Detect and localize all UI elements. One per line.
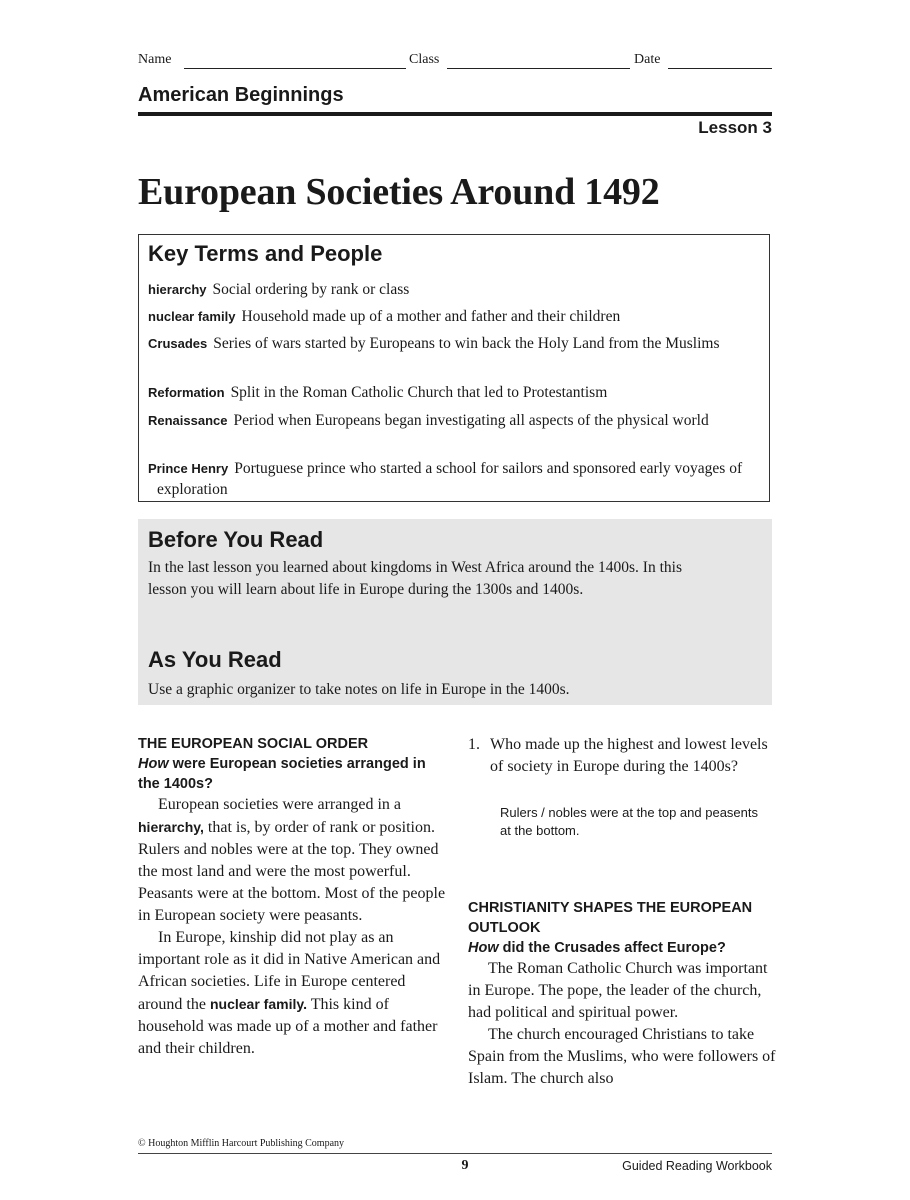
- key-term-definition: Social ordering by rank or class: [212, 281, 410, 298]
- before-you-read-text: In the last lesson you learned about kingdoms in West Africa around the 1400s. In this lesson you will learn about life in Europe during the 1300s and 1400s.: [148, 559, 682, 598]
- key-term-highlight: nuclear family.: [209, 996, 307, 1012]
- reading-guide-box: [138, 519, 772, 705]
- paragraph-text: This kind of household was made up of a mother and father and their children.: [138, 996, 438, 1057]
- paragraph-text: that is, by order of rank or position. Rulers and nobles were at the top. They owned the most land and were the most powerful. Peasants were at the bottom. Most of the people in European society were peasants.: [138, 819, 446, 924]
- date-label: Date: [634, 52, 661, 67]
- section-social-order: [138, 734, 448, 1060]
- book-title: Guided Reading Workbook: [622, 1159, 772, 1173]
- question-answer[interactable]: Rulers / nobles were at the top and peasents at the bottom.: [500, 805, 758, 838]
- key-term-definition: Portuguese prince who started a school for sailors and sponsored early voyages of exploration: [157, 460, 743, 498]
- name-blank: [184, 68, 406, 69]
- unit-title: American Beginnings: [138, 84, 344, 106]
- key-term-item: [148, 279, 767, 300]
- key-term-item: [148, 306, 767, 327]
- question-how: How: [138, 756, 169, 772]
- key-terms-heading: Key Terms and People: [148, 241, 383, 266]
- key-term-highlight: hierarchy,: [138, 819, 204, 835]
- key-term-item: [148, 382, 767, 403]
- question-text: Who made up the highest and lowest levels of society in Europe during the 1400s?: [490, 736, 768, 775]
- footer-divider: [138, 1153, 772, 1154]
- key-term-definition: Period when Europeans began investigating all aspects of the physical world: [233, 412, 709, 429]
- key-term-definition: Household made up of a mother and father and their children: [241, 308, 621, 325]
- key-term-definition: Series of wars started by Europeans to win back the Holy Land from the Muslims: [213, 335, 720, 352]
- key-term-name: Prince Henry: [148, 461, 229, 476]
- key-term-name: Reformation: [148, 385, 225, 400]
- section-heading: CHRISTIANITY SHAPES THE EUROPEAN OUTLOOK: [468, 900, 753, 936]
- page-title: European Societies Around 1492: [138, 171, 660, 213]
- section-christianity: [468, 898, 778, 1090]
- key-term-name: hierarchy: [148, 282, 207, 297]
- lesson-label: Lesson 3: [698, 118, 772, 137]
- student-info-line: [138, 52, 772, 72]
- before-you-read-heading: Before You Read: [148, 527, 324, 552]
- class-blank: [447, 68, 630, 69]
- question-number: 1.: [468, 736, 480, 753]
- as-you-read-text: Use a graphic organizer to take notes on life in Europe in the 1400s.: [148, 681, 570, 698]
- key-term-item: [148, 333, 767, 354]
- unit-divider: [138, 112, 772, 116]
- key-term-item: [148, 410, 767, 431]
- class-label: Class: [409, 52, 440, 67]
- name-label: Name: [138, 52, 172, 67]
- question-text: did the Crusades affect Europe?: [498, 940, 726, 956]
- section-question: [468, 938, 778, 958]
- key-term-name: Renaissance: [148, 413, 228, 428]
- key-term-name: nuclear family: [148, 309, 236, 324]
- key-term-item: [148, 458, 767, 500]
- body-paragraph: [138, 927, 448, 1060]
- paragraph-text: European societies were arranged in a: [158, 796, 401, 813]
- key-terms-box: [138, 234, 770, 502]
- copyright-notice: © Houghton Mifflin Harcourt Publishing Company: [138, 1138, 345, 1149]
- question-how: How: [468, 940, 499, 956]
- key-term-definition: Split in the Roman Catholic Church that led to Protestantism: [230, 384, 608, 401]
- section-question: [138, 754, 448, 794]
- paragraph-text: In Europe, kinship did not play as an important role as it did in Native American and African societies. Life in Europe centered around the: [138, 929, 441, 1013]
- body-paragraph: The Roman Catholic Church was important in Europe. The pope, the leader of the church, had political and spiritual power.: [468, 960, 768, 1021]
- as-you-read-heading: As You Read: [148, 647, 282, 672]
- section-heading: THE EUROPEAN SOCIAL ORDER: [138, 736, 369, 752]
- body-paragraph: [138, 794, 448, 927]
- page-number: 9: [461, 1158, 469, 1173]
- date-blank: [668, 68, 772, 69]
- body-paragraph: The church encouraged Christians to take Spain from the Muslims, who were followers of Islam. The church also: [468, 1026, 776, 1087]
- key-term-name: Crusades: [148, 336, 208, 351]
- question-text: were European societies arranged in the 1400s?: [138, 756, 426, 792]
